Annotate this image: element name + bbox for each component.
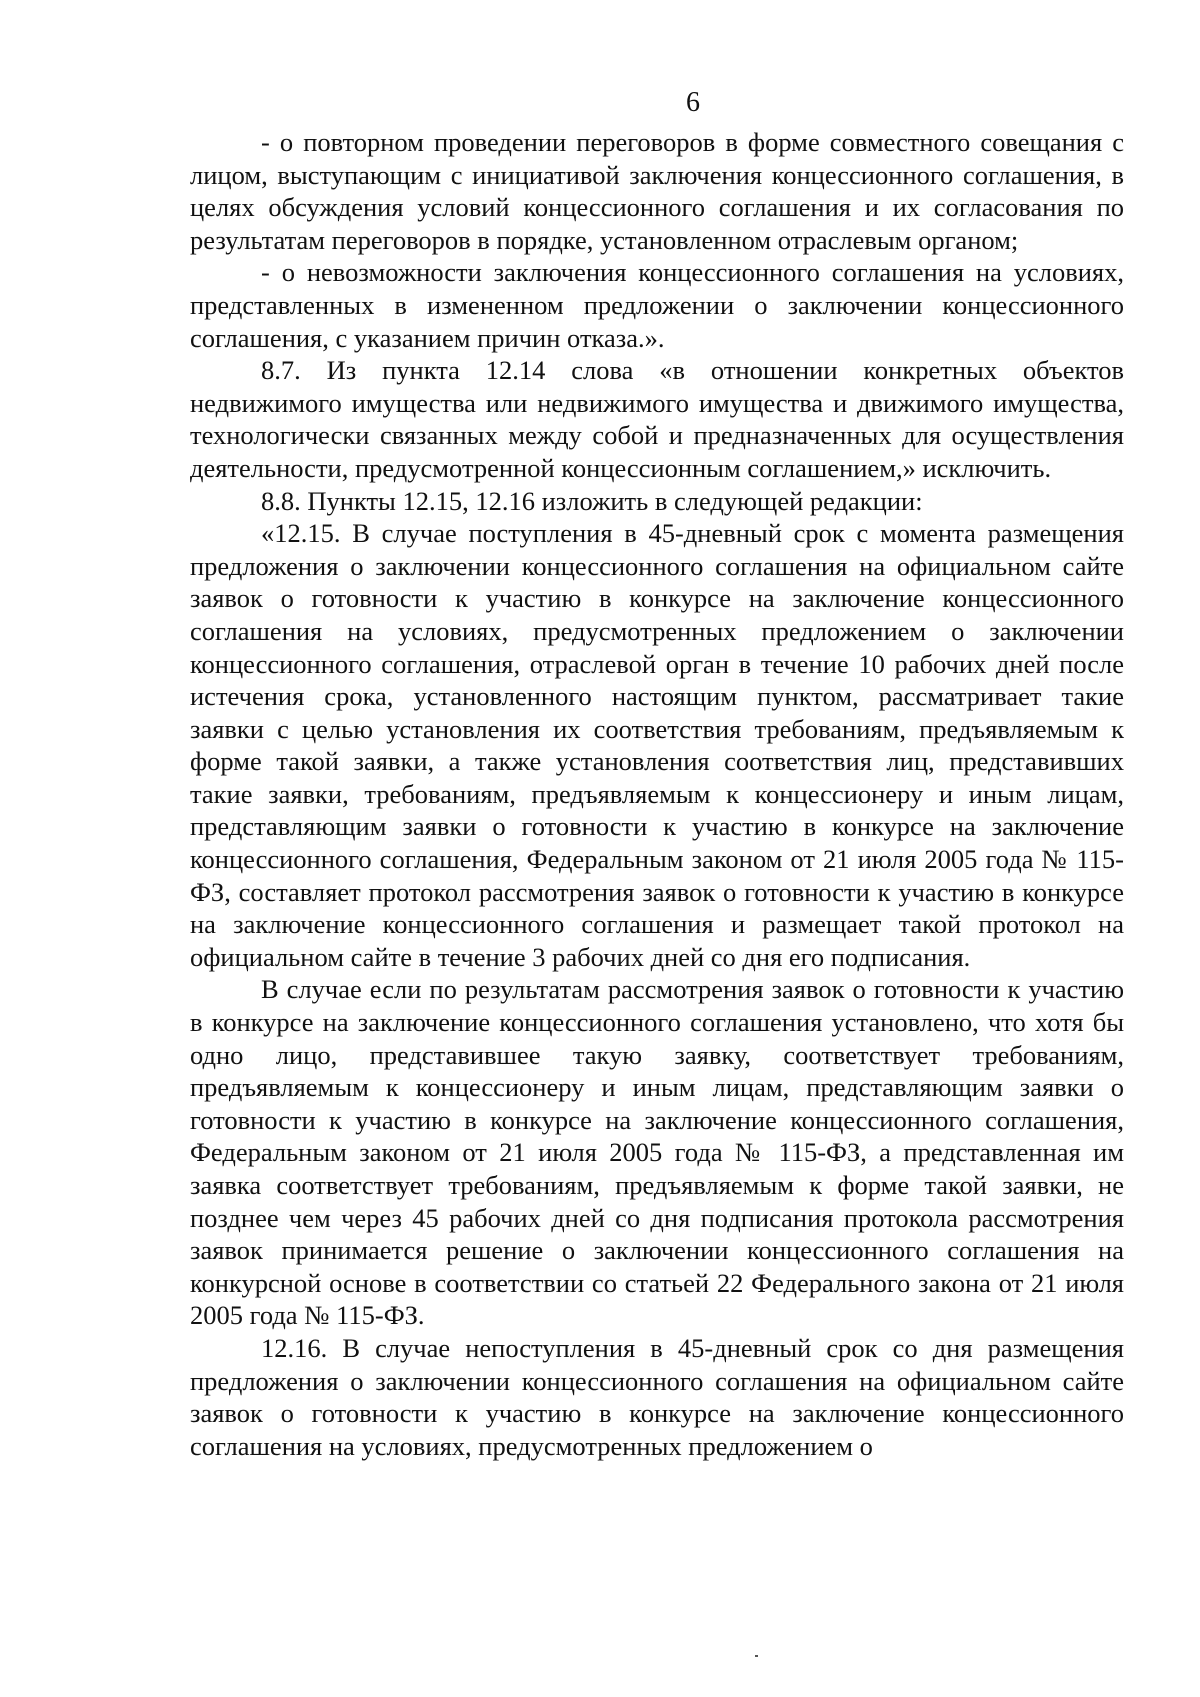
page-number: 6 [686, 87, 700, 118]
paragraph-impossibility: - о невозможности заключения концессионного соглашения на условиях, представленных в измененном предложении о заключении концессионного соглашения, с указанием причин отказа.». [190, 257, 1124, 353]
paragraph-8-7: 8.7. Из пункта 12.14 слова «в отношении конкретных объектов недвижимого имущества или недвижимого имущества и движимого имущества, технологически связанных между собой и предназначенных для осуществления деятельности, предусмотренной концессионным соглашением,» исключить. [190, 355, 1124, 483]
paragraph-8-8: 8.8. Пункты 12.15, 12.16 изложить в следующей редакции: [261, 485, 923, 516]
paragraph-12-15: «12.15. В случае поступления в 45-дневный срок с момента размещения предложения о заключении концессионного соглашения на официальном сайте заявок о готовности к участию в конкурсе на заключение концессионного соглашения на условиях, предусмотренных предложением о заключении концессионного соглашения, отраслевой орган в течение 10 рабочих дней после истечения срока, установленного настоящим пунктом, рассматривает такие заявки с целью установления их соответствия требованиям, предъявляемым к форме такой заявки, а также установления соответствия лиц, представивших такие заявки, требованиям, предъявляемым к концессионеру и иным лицам, представляющим заявки о готовности к участию в конкурсе на заключение концессионного соглашения, Федеральным законом от 21 июля 2005 года № 115-ФЗ, составляет протокол рассмотрения заявок о готовности к участию в конкурсе на заключение концессионного соглашения и размещает такой протокол на официальном сайте в течение 3 рабочих дней со дня его подписания. [190, 518, 1124, 972]
paragraph-12-15-second: В случае если по результатам рассмотрения заявок о готовности к участию в конкурсе на заключение концессионного соглашения установлено, что хотя бы одно лицо, представившее такую заявку, соответствует требованиям, предъявляемым к концессионеру и иным лицам, представляющим заявки о готовности к участию в конкурсе на заключение концессионного соглашения, Федеральным законом от 21 июля 2005 года № 115-ФЗ, а представленная им заявка соответствует требованиям, предъявляемым к форме такой заявки, не позднее чем через 45 рабочих дней со дня подписания протокола рассмотрения заявок принимается решение о заключении концессионного соглашения на конкурсной основе в соответствии со статьей 22 Федерального закона от 21 июля 2005 года № 115-ФЗ. [190, 974, 1124, 1331]
document-body [190, 126, 1124, 1462]
paragraph-12-16: 12.16. В случае непоступления в 45-дневный срок со дня размещения предложения о заключении концессионного соглашения на официальном сайте заявок о готовности к участию в конкурсе на заключение концессионного соглашения на условиях, предусмотренных предложением о [190, 1332, 1124, 1461]
scan-artifact [755, 1655, 758, 1657]
paragraph-repeat-negotiations: - о повторном проведении переговоров в форме совместного совещания с лицом, выступающим с инициативой заключения концессионного соглашения, в целях обсуждения условий концессионного соглашения и их согласования по результатам переговоров в порядке, установленном отраслевым органом; [190, 127, 1124, 255]
